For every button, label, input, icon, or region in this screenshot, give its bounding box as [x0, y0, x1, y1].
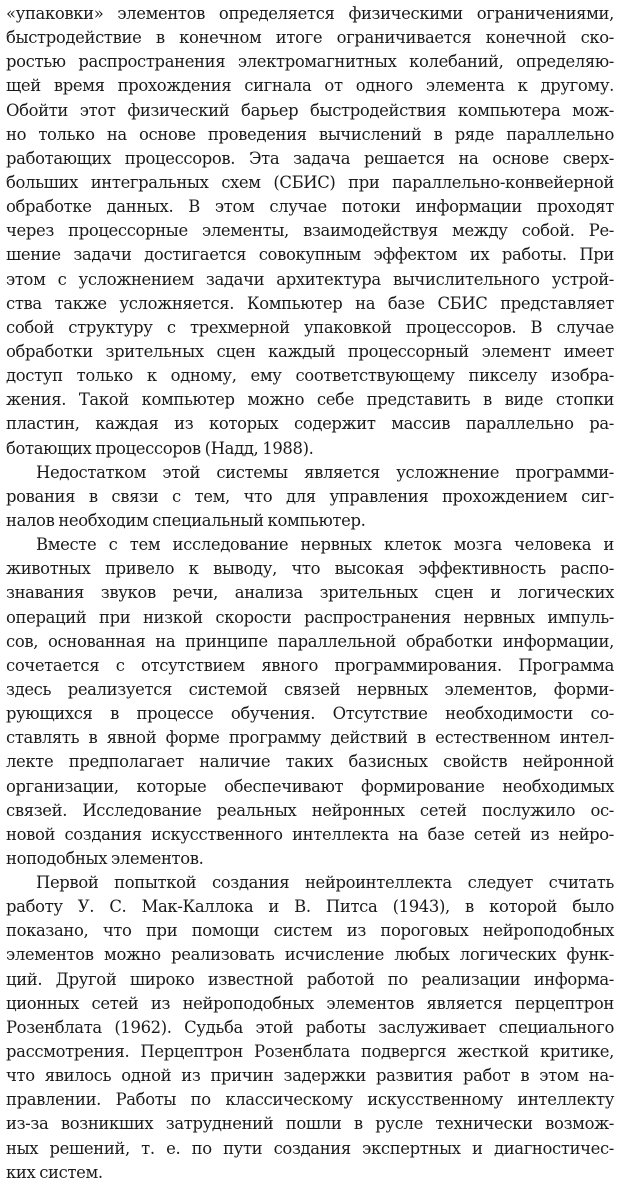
text-line: лекте предполагает наличие таких базисных свойств нейронной	[6, 752, 614, 772]
text-line: рования в связи с тем, что для управления прохождением сиг-	[6, 486, 614, 506]
text-line: ких систем.	[6, 1162, 103, 1182]
text-line: ростью распространения электромагнитных колебаний, определяю-	[6, 52, 614, 72]
text-line: ций. Другой широко известной работой по реализации информа-	[6, 969, 614, 989]
text-line: ных решений, т. е. по пути создания экспертных и диагностичес-	[6, 1138, 614, 1158]
text-line: обработки зрительных сцен каждый процессорный элемент имеет	[6, 341, 614, 361]
paragraph	[6, 871, 614, 1185]
text-line: собой структуру с трехмерной упаковкой процессоров. В случае	[6, 317, 614, 337]
text-line: рассмотрения. Перцептрон Розенблата подвергся жесткой критике,	[6, 1042, 614, 1062]
text-line: ционных сетей из нейроподобных элементов является перцептрон	[6, 993, 614, 1013]
paragraph	[6, 2, 614, 461]
text-line: Недостатком этой системы является усложнение программи-	[36, 462, 614, 482]
text-line: ства также усложняется. Компьютер на базе СБИС представляет	[6, 293, 614, 313]
text-line: через процессорные элементы, взаимодействуя между собой. Ре-	[6, 221, 614, 241]
text-line: этом с усложнением задачи архитектура вычислительного устрой-	[6, 269, 614, 289]
text-line: сов, основанная на принципе параллельной обработки информации,	[6, 631, 614, 651]
paragraph	[6, 461, 614, 533]
text-line: здесь реализуется системой связей нервных элементов, форми-	[6, 679, 614, 699]
text-line: работу У. С. Мак-Каллока и В. Питса (1943), в которой было	[6, 897, 614, 917]
text-line: больших интегральных схем (СБИС) при параллельно-конвейерной	[6, 172, 614, 192]
text-line: жения. Такой компьютер можно себе представить в виде стопки	[6, 390, 614, 410]
text-line: показано, что при помощи систем из пороговых нейроподобных	[6, 921, 614, 941]
text-line: рующихся в процессе обучения. Отсутствие необходимости со-	[6, 704, 614, 724]
text-line: быстродействие в конечном итоге ограничивается конечной ско-	[6, 28, 614, 48]
text-line: правлении. Работы по классическому искусственному интеллекту	[6, 1090, 614, 1110]
text-line: но только на основе проведения вычислений в ряде параллельно	[6, 124, 614, 144]
text-line: доступ только к одному, ему соответствующему пикселу изобра-	[6, 366, 614, 386]
text-line: новой создания искусственного интеллекта на базе сетей из нейро-	[6, 824, 614, 844]
text-line: что явилось одной из причин задержки развития работ в этом на-	[6, 1066, 614, 1086]
text-line: шение задачи достигается совокупным эффектом их работы. При	[6, 245, 614, 265]
text-line: из-за возникших затруднений пошли в русле технически возмож-	[6, 1114, 614, 1134]
text-line: Первой попыткой создания нейроинтеллекта следует считать	[36, 873, 614, 893]
text-line: работающих процессоров. Эта задача решается на основе сверх-	[6, 148, 614, 168]
paragraph	[6, 533, 614, 871]
text-line: налов необходим специальный компьютер.	[6, 510, 366, 530]
text-line: ставлять в явной форме программу действий в естественном интел-	[6, 728, 614, 748]
text-line: знавания звуков речи, анализа зрительных сцен и логических	[6, 583, 614, 603]
text-line: сочетается с отсутствием явного программирования. Программа	[6, 655, 614, 675]
text-line: операций при низкой скорости распространения нервных импуль-	[6, 607, 614, 627]
text-line: обработке данных. В этом случае потоки информации проходят	[6, 197, 614, 217]
text-line: Розенблата (1962). Судьба этой работы заслуживает специального	[6, 1017, 614, 1037]
text-line: организации, которые обеспечивают формирование необходимых	[6, 776, 614, 796]
text-line: связей. Исследование реальных нейронных сетей послужило ос-	[6, 800, 614, 820]
text-line: элементов можно реализовать исчисление любых логических функ-	[6, 945, 614, 965]
text-line: животных привело к выводу, что высокая эффективность распо-	[6, 559, 614, 579]
text-line: «упаковки» элементов определяется физическими ограничениями,	[6, 4, 614, 23]
text-line: пластин, каждая из которых содержит массив параллельно ра-	[6, 414, 614, 434]
text-line: Обойти этот физический барьер быстродействия компьютера мож-	[6, 100, 614, 120]
text-line: ботающих процессоров (Надд, 1988).	[6, 438, 314, 458]
text-line: Вместе с тем исследование нервных клеток мозга человека и	[36, 535, 614, 555]
book-page	[6, 2, 614, 1182]
text-line: ноподобных элементов.	[6, 848, 204, 868]
text-line: щей время прохождения сигнала от одного элемента к другому.	[6, 76, 614, 96]
